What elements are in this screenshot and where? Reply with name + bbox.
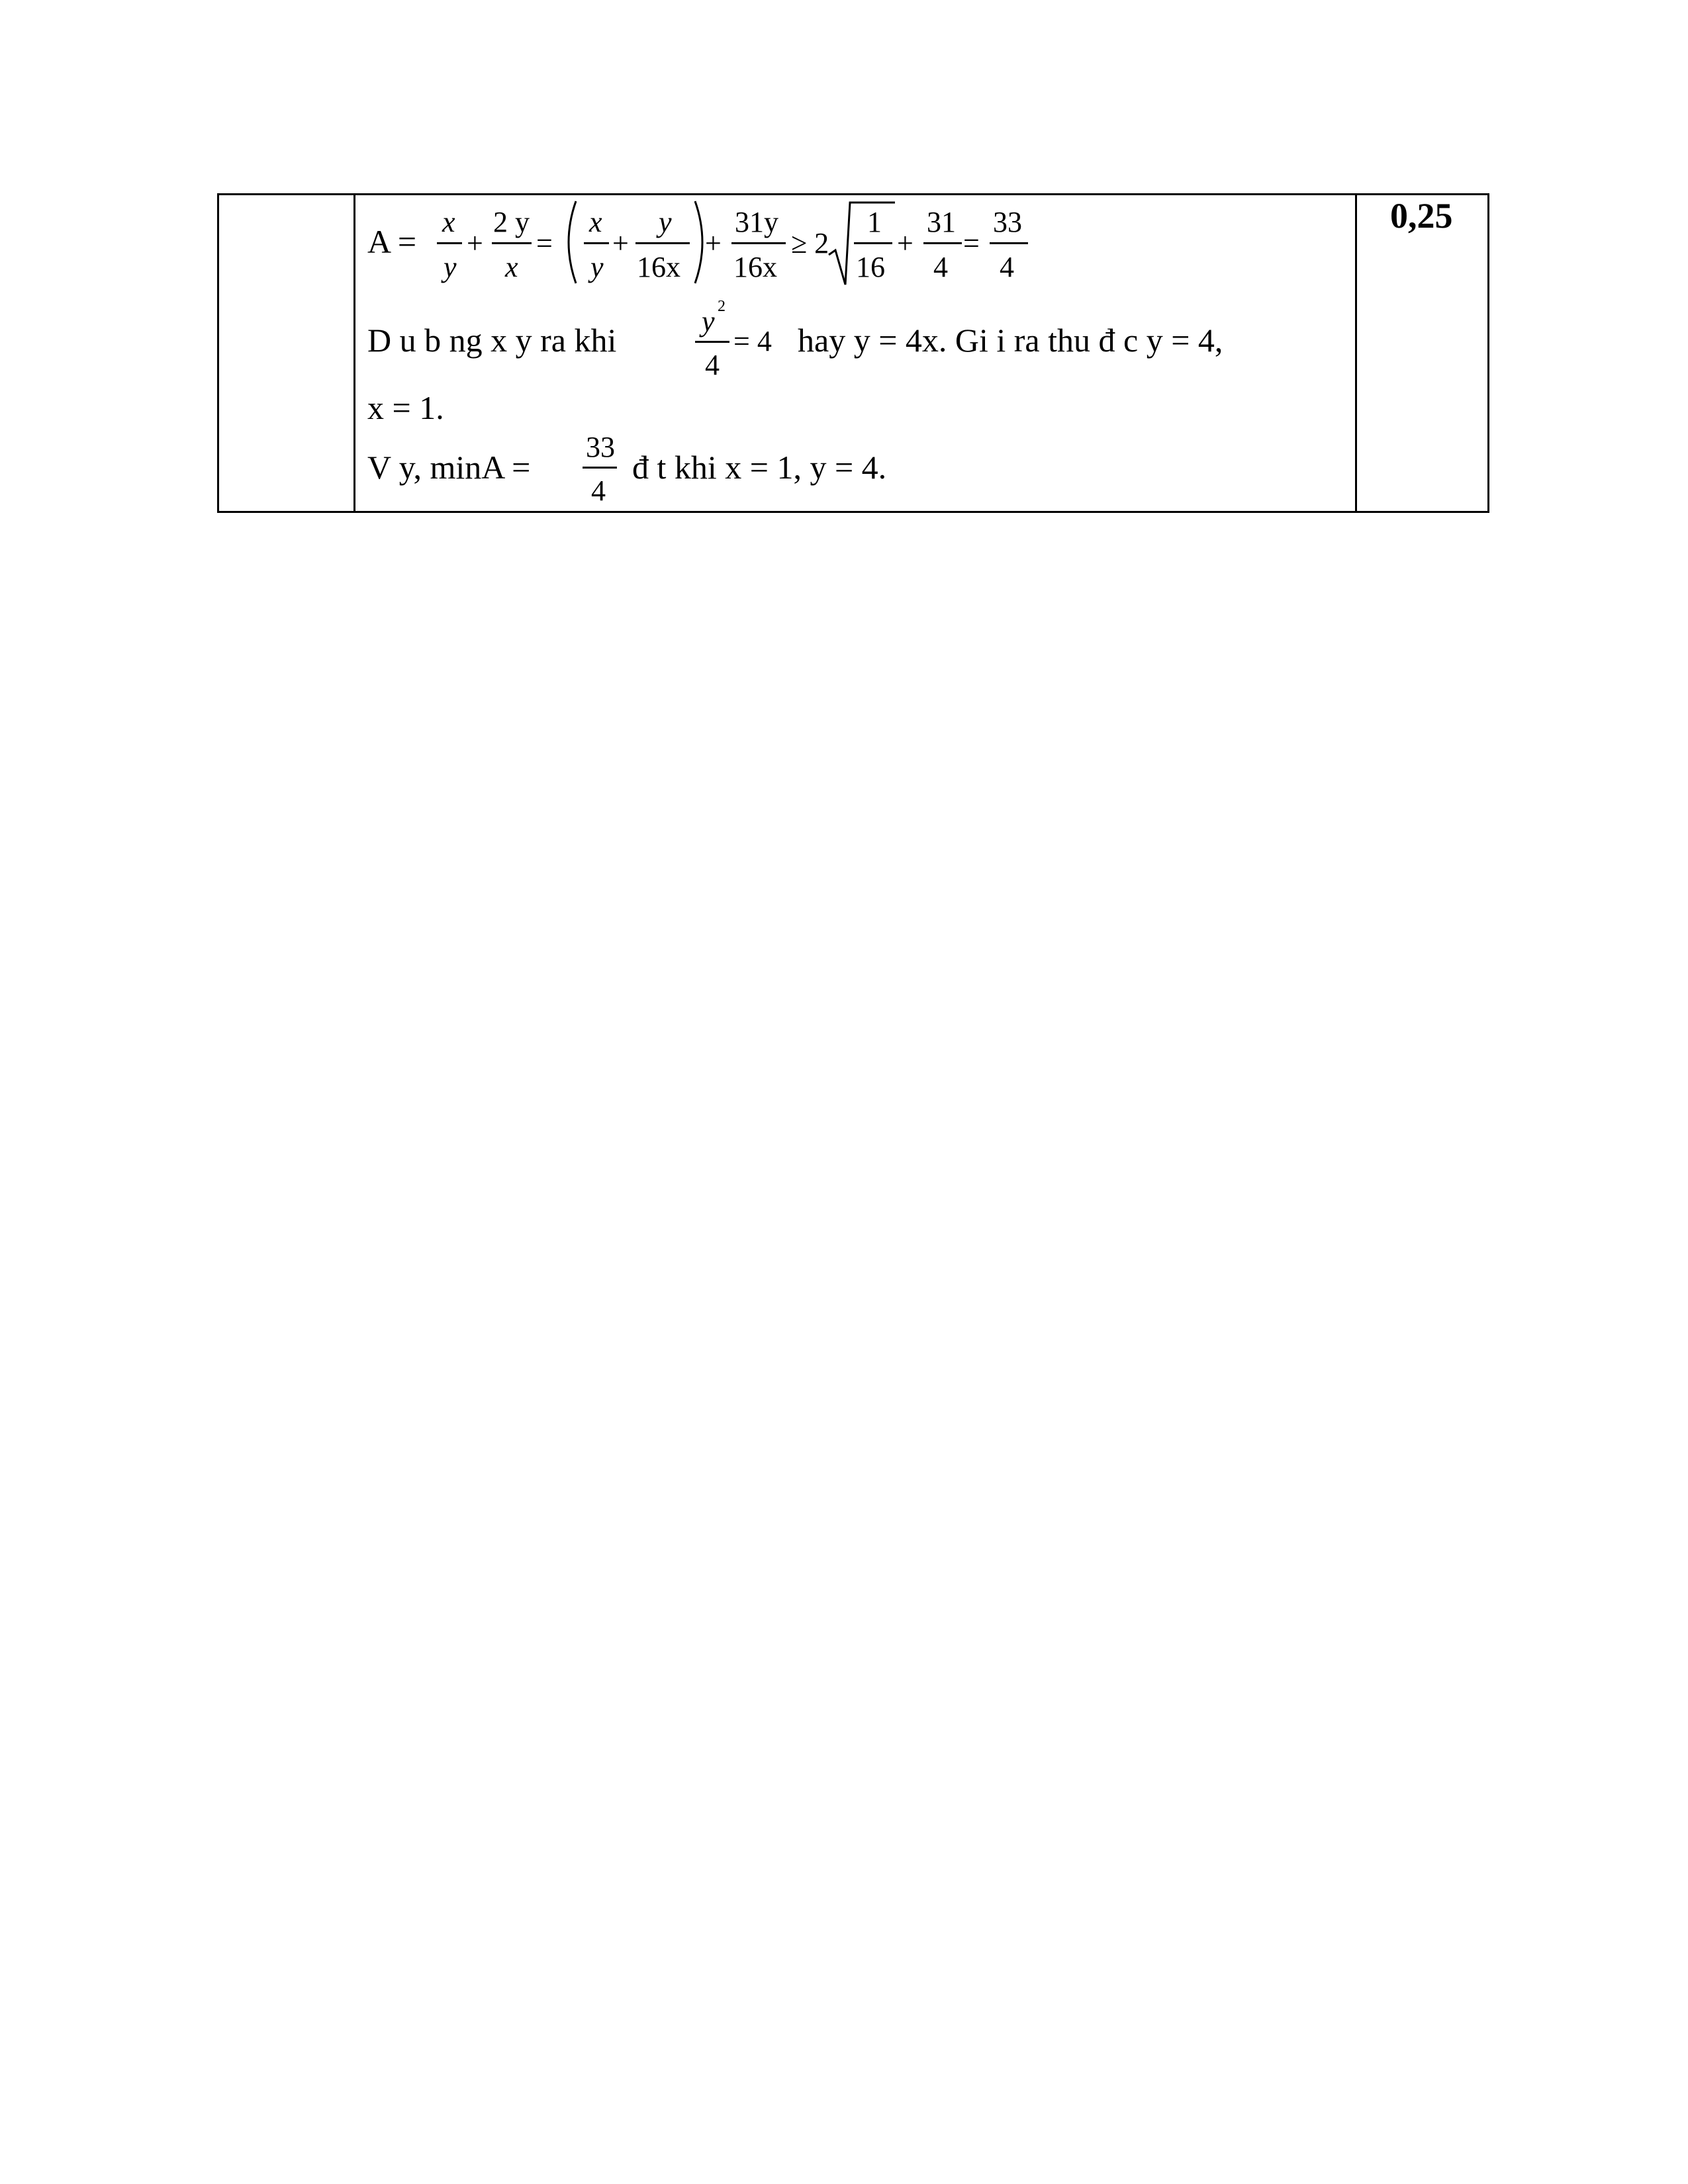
plus-1: + bbox=[467, 227, 483, 259]
frac2-num: 2 y bbox=[493, 206, 530, 238]
plus-2: + bbox=[612, 227, 629, 259]
frac4-den: 16x bbox=[637, 251, 680, 283]
x-value-text: x = 1. bbox=[367, 389, 444, 426]
sqrt-sign bbox=[829, 203, 895, 285]
conclusion-text: V y, minA = bbox=[367, 449, 531, 486]
frac5-num: 31y bbox=[735, 206, 778, 238]
formula-lhs: A = bbox=[367, 223, 417, 260]
min-frac-den: 4 bbox=[591, 475, 606, 507]
equality-condition-text: D u b ng x y ra khi bbox=[367, 322, 617, 359]
plus-4: + bbox=[897, 227, 914, 259]
solution-text: hay y = 4x. Gi i ra thu đ c y = 4, bbox=[798, 322, 1223, 359]
frac6-num: 1 bbox=[867, 206, 882, 238]
equals-1: = bbox=[536, 227, 553, 259]
frac8-num: 33 bbox=[993, 206, 1022, 238]
frac7-den: 4 bbox=[933, 251, 948, 283]
condition-frac-sup: 2 bbox=[718, 298, 726, 315]
frac1-den: y bbox=[444, 251, 457, 283]
frac4-num: y bbox=[659, 206, 672, 238]
score-value: 0,25 bbox=[1390, 196, 1453, 236]
min-frac-num: 33 bbox=[586, 431, 615, 463]
condition-frac-den: 4 bbox=[705, 349, 720, 381]
frac1-num: x bbox=[442, 206, 455, 238]
left-parenthesis bbox=[569, 201, 576, 283]
plus-3: + bbox=[705, 227, 722, 259]
frac3-num: x bbox=[589, 206, 602, 238]
frac3-den: y bbox=[590, 251, 604, 283]
equals-2: = bbox=[963, 227, 980, 259]
right-parenthesis bbox=[695, 201, 702, 283]
greater-equal-two: ≥ 2 bbox=[791, 227, 829, 259]
conclusion-condition-text: đ t khi x = 1, y = 4. bbox=[632, 449, 887, 486]
condition-equals-four: = 4 bbox=[733, 325, 772, 357]
formula-glyphs bbox=[0, 0, 1688, 596]
frac8-den: 4 bbox=[1000, 251, 1014, 283]
frac2-den: x bbox=[505, 251, 518, 283]
condition-frac-bar bbox=[695, 341, 729, 343]
min-frac-bar bbox=[583, 467, 617, 469]
frac6-den: 16 bbox=[856, 251, 885, 283]
condition-frac-num: y bbox=[702, 305, 715, 338]
frac7-num: 31 bbox=[927, 206, 956, 238]
frac5-den: 16x bbox=[733, 251, 777, 283]
